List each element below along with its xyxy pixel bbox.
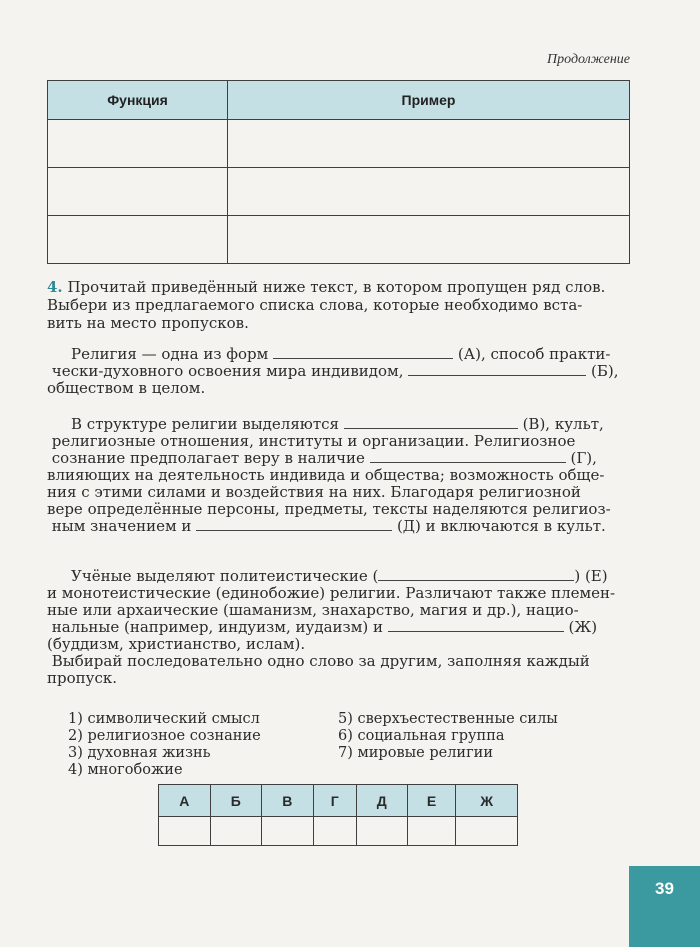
text-fragment: ные или архаические (шаманизм, знахарство, магия и др.), нацио- bbox=[47, 601, 579, 619]
blank-g[interactable] bbox=[370, 450, 566, 463]
example-cell[interactable] bbox=[228, 168, 630, 216]
option-item: 1) символический смысл bbox=[68, 711, 260, 727]
text-fragment: ным значением и bbox=[51, 517, 192, 535]
page-number: 39 bbox=[629, 866, 700, 947]
answer-letter: Ж bbox=[456, 785, 518, 817]
blank-v[interactable] bbox=[344, 416, 518, 429]
answer-letter: Д bbox=[356, 785, 407, 817]
option-item: 5) сверхъестественные силы bbox=[338, 711, 558, 727]
text-fragment: религиозные отношения, институты и организации. Религиозное bbox=[51, 432, 576, 450]
answer-cell[interactable] bbox=[159, 817, 211, 846]
task-line: Прочитай приведённый ниже текст, в котором пропущен ряд слов. bbox=[67, 278, 606, 296]
paragraph-3 bbox=[47, 568, 630, 687]
column-header-example: Пример bbox=[228, 81, 630, 120]
text-fragment: влияющих на деятельность индивида и общества; возможность обще- bbox=[47, 466, 605, 484]
text-fragment: (Б), bbox=[591, 362, 619, 380]
text-fragment: чески-духовного освоения мира индивидом, bbox=[51, 362, 404, 380]
option-item: 3) духовная жизнь bbox=[68, 745, 211, 761]
text-fragment: сознание предполагает веру в наличие bbox=[51, 449, 365, 467]
answer-letter: В bbox=[262, 785, 314, 817]
answer-table bbox=[158, 784, 518, 846]
task-number: 4. bbox=[47, 278, 63, 296]
text-fragment: Выбирай последовательно одно слово за другим, заполняя каждый bbox=[51, 652, 590, 670]
blank-d[interactable] bbox=[196, 518, 392, 531]
text-fragment: (Д) и включаются в культ. bbox=[396, 517, 606, 535]
blank-a[interactable] bbox=[273, 346, 453, 359]
text-fragment: (А), способ практи- bbox=[457, 345, 611, 363]
answer-letter: А bbox=[159, 785, 211, 817]
option-item: 6) социальная группа bbox=[338, 728, 505, 744]
task-line: вить на место пропусков. bbox=[47, 314, 249, 332]
option-item: 2) религиозное сознание bbox=[68, 728, 261, 744]
answer-cell[interactable] bbox=[356, 817, 407, 846]
paragraph-1 bbox=[47, 346, 630, 397]
answer-cell[interactable] bbox=[210, 817, 261, 846]
text-fragment: и монотеистические (единобожие) религии. Различают также племен- bbox=[47, 584, 616, 602]
text-fragment: вере определённые персоны, предметы, тексты наделяются религиоз- bbox=[47, 500, 611, 518]
function-cell[interactable] bbox=[48, 168, 228, 216]
text-fragment: (буддизм, христианство, ислам). bbox=[47, 635, 306, 653]
answer-cell[interactable] bbox=[262, 817, 314, 846]
example-cell[interactable] bbox=[228, 120, 630, 168]
text-fragment: (В), культ, bbox=[522, 415, 604, 433]
task-instructions bbox=[47, 278, 632, 332]
function-example-table bbox=[47, 80, 630, 264]
blank-zh[interactable] bbox=[388, 619, 564, 632]
text-fragment: нальные (например, индуизм, иудаизм) и bbox=[51, 618, 383, 636]
blank-e[interactable] bbox=[378, 568, 574, 581]
option-item: 7) мировые религии bbox=[338, 745, 494, 761]
blank-b[interactable] bbox=[408, 363, 586, 376]
answer-cell[interactable] bbox=[313, 817, 356, 846]
task-line: Выбери из предлагаемого списка слова, которые необходимо вста- bbox=[47, 296, 583, 314]
paragraph-2 bbox=[47, 416, 630, 535]
column-header-function: Функция bbox=[48, 81, 228, 120]
text-fragment: (Ж) bbox=[568, 618, 598, 636]
function-cell[interactable] bbox=[48, 120, 228, 168]
text-fragment: Религия — одна из форм bbox=[71, 345, 269, 363]
text-fragment: (Г), bbox=[570, 449, 597, 467]
answer-letter: Е bbox=[407, 785, 456, 817]
function-cell[interactable] bbox=[48, 216, 228, 264]
continuation-label: Продолжение bbox=[547, 52, 630, 67]
text-fragment: ния с этими силами и воздействия на них. Благодаря религиозной bbox=[47, 483, 581, 501]
answer-letter: Б bbox=[210, 785, 261, 817]
text-fragment: Учёные выделяют политеистические ( bbox=[71, 567, 379, 585]
text-fragment: обществом в целом. bbox=[47, 379, 206, 397]
text-fragment: В структуре религии выделяются bbox=[71, 415, 340, 433]
option-item: 4) многобожие bbox=[68, 762, 183, 778]
answer-cell[interactable] bbox=[407, 817, 456, 846]
example-cell[interactable] bbox=[228, 216, 630, 264]
answer-cell[interactable] bbox=[456, 817, 518, 846]
text-fragment: пропуск. bbox=[47, 669, 117, 687]
answer-letter: Г bbox=[313, 785, 356, 817]
text-fragment: ) (Е) bbox=[574, 567, 608, 585]
